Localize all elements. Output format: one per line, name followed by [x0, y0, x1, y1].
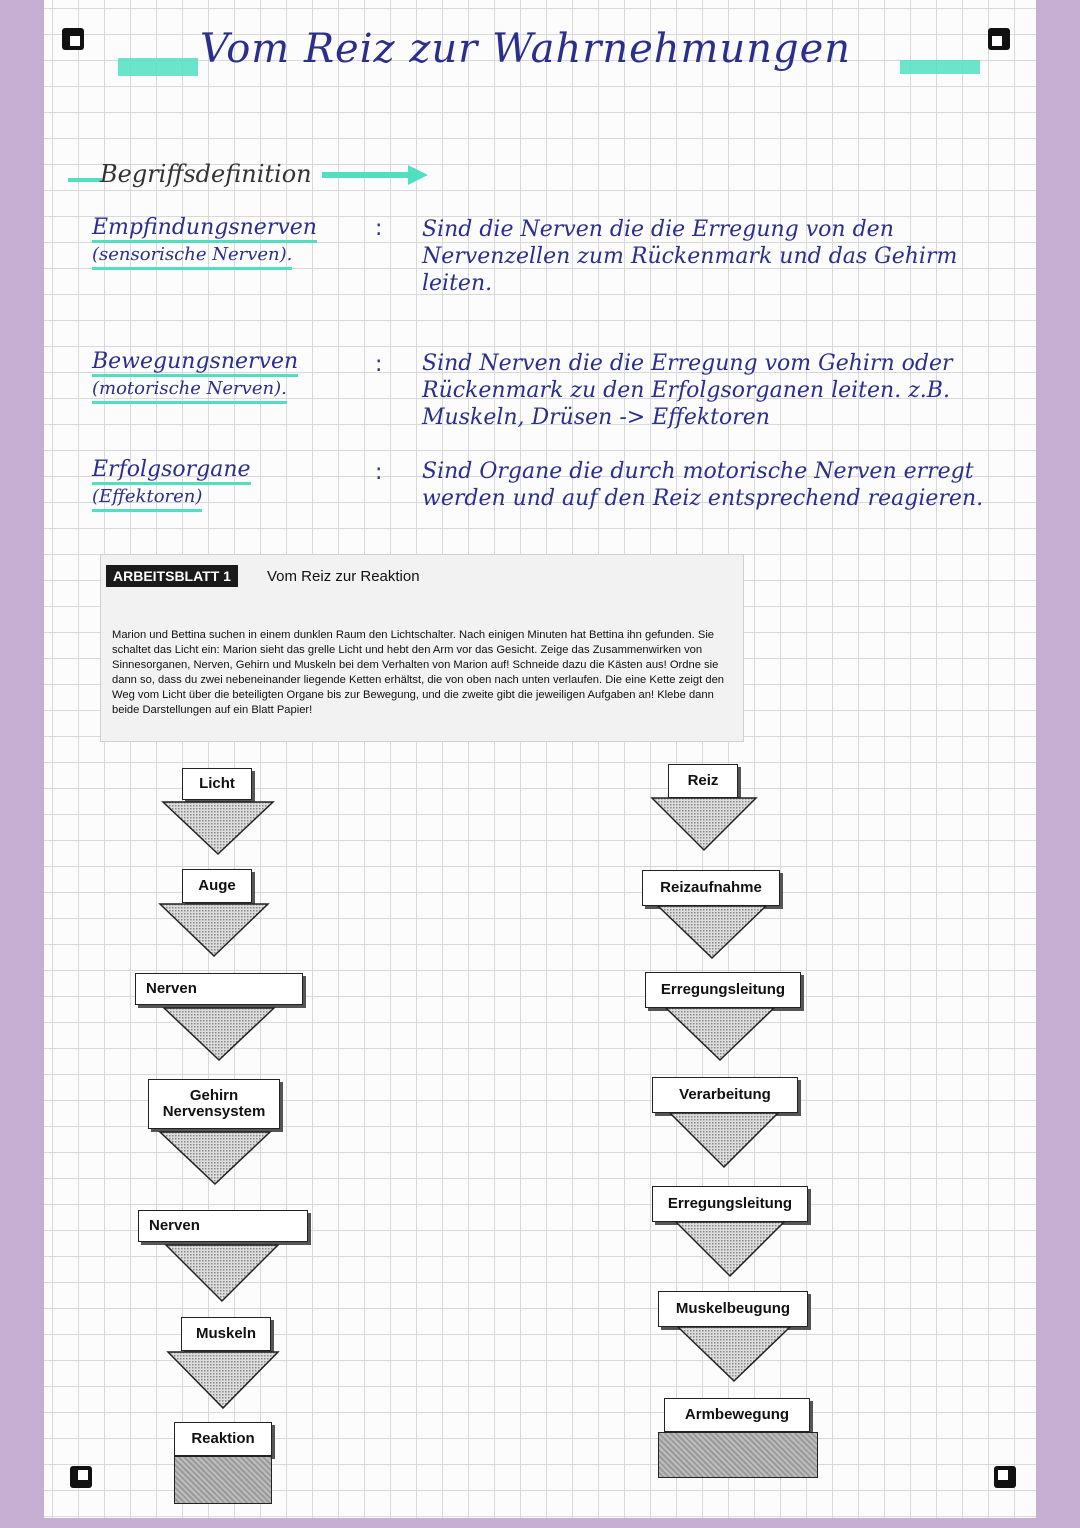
- page-title: Vom Reiz zur Wahrnehmungen: [200, 26, 852, 72]
- chain-box-erregungsleitung-2: Erregungsleitung: [652, 1186, 808, 1222]
- corner-marker-icon: [62, 28, 84, 50]
- term-label: Erfolgsorgane: [92, 458, 251, 485]
- title-highlight: [900, 60, 980, 74]
- chain-end-block: [658, 1432, 818, 1478]
- definition-text: Sind Nerven die die Erregung vom Gehirn oder Rückenmark zu den Erfolgsorganen leiten. z.B. Muskeln, Drüsen -> Effektoren: [422, 351, 953, 430]
- section-heading: Begriffsdefinition: [100, 160, 312, 188]
- term-label: Bewegungsnerven: [92, 350, 298, 377]
- chain-box-reaktion: Reaktion: [174, 1422, 272, 1456]
- definition-text: Sind die Nerven die die Erregung von den Nervenzellen zum Rückenmark und das Gehirm leiten.: [422, 217, 958, 296]
- chain-box-verarbeitung: Verarbeitung: [652, 1077, 798, 1113]
- chain-box-licht: Licht: [182, 768, 252, 800]
- corner-marker-icon: [988, 28, 1010, 50]
- worksheet-text: Marion und Bettina suchen in einem dunklen Raum den Lichtschalter. Nach einigen Minuten hat Bettina ihn gefunden. Sie schaltet das Licht ein: Marion sieht das grelle Licht und hebt den Arm vor das Gesicht. Zeige das Zusammenwirken von Sinnesorganen, Nerven, Gehirn und Muskeln bei dem Verhalten von Marion auf! Schneide dazu die Kästen aus! Ordne sie dann so, dass du zwei nebeneinander liegende Ketten erhältst, die von oben nach unten verlaufen. Die eine Kette zeigt den Weg vom Licht über die beteiligten Organe bis zur Bewegung, und die zweite gibt die jeweiligen Aufgaben an! Klebe dann beide Darstellungen auf ein Blatt Papier!: [112, 629, 725, 716]
- title-highlight: [118, 58, 198, 76]
- chain-box-erregungsleitung: Erregungsleitung: [645, 972, 801, 1008]
- corner-marker-icon: [70, 1466, 92, 1488]
- definition-term: [92, 216, 317, 270]
- definition-term: [92, 458, 251, 512]
- definition-colon: :: [375, 216, 383, 241]
- chain-box-muskeln: Muskeln: [181, 1317, 271, 1351]
- chain-box-gehirn: Gehirn Nervensystem: [148, 1079, 280, 1129]
- corner-marker-icon: [994, 1466, 1016, 1488]
- definition-term: [92, 350, 298, 404]
- term-subtitle: (Effektoren): [92, 485, 202, 512]
- chain-box-auge: Auge: [182, 869, 252, 903]
- chain-box-muskelbeugung: Muskelbeugung: [658, 1291, 808, 1327]
- section-arrow-line: [322, 172, 410, 178]
- term-label: Empfindungsnerven: [92, 216, 317, 243]
- section-underline: [68, 178, 102, 182]
- chain-box-reizaufnahme: Reizaufnahme: [642, 870, 780, 906]
- worksheet-label: ARBEITSBLATT 1: [106, 565, 238, 587]
- chain-box-armbewegung: Armbewegung: [664, 1398, 810, 1432]
- arrow-right-icon: [408, 165, 428, 185]
- chain-box-nerven: Nerven: [135, 973, 303, 1005]
- term-subtitle: (motorische Nerven).: [92, 377, 287, 404]
- chain-end-block: [174, 1456, 272, 1504]
- worksheet-title: Vom Reiz zur Reaktion: [267, 568, 420, 585]
- chain-box-reiz: Reiz: [668, 764, 738, 798]
- definition-colon: :: [375, 460, 383, 485]
- term-subtitle: (sensorische Nerven).: [92, 243, 292, 270]
- chain-box-nerven-2: Nerven: [138, 1210, 308, 1242]
- definition-text: Sind Organe die durch motorische Nerven erregt werden und auf den Reiz entsprechend reagieren.: [422, 459, 984, 511]
- definition-colon: :: [375, 352, 383, 377]
